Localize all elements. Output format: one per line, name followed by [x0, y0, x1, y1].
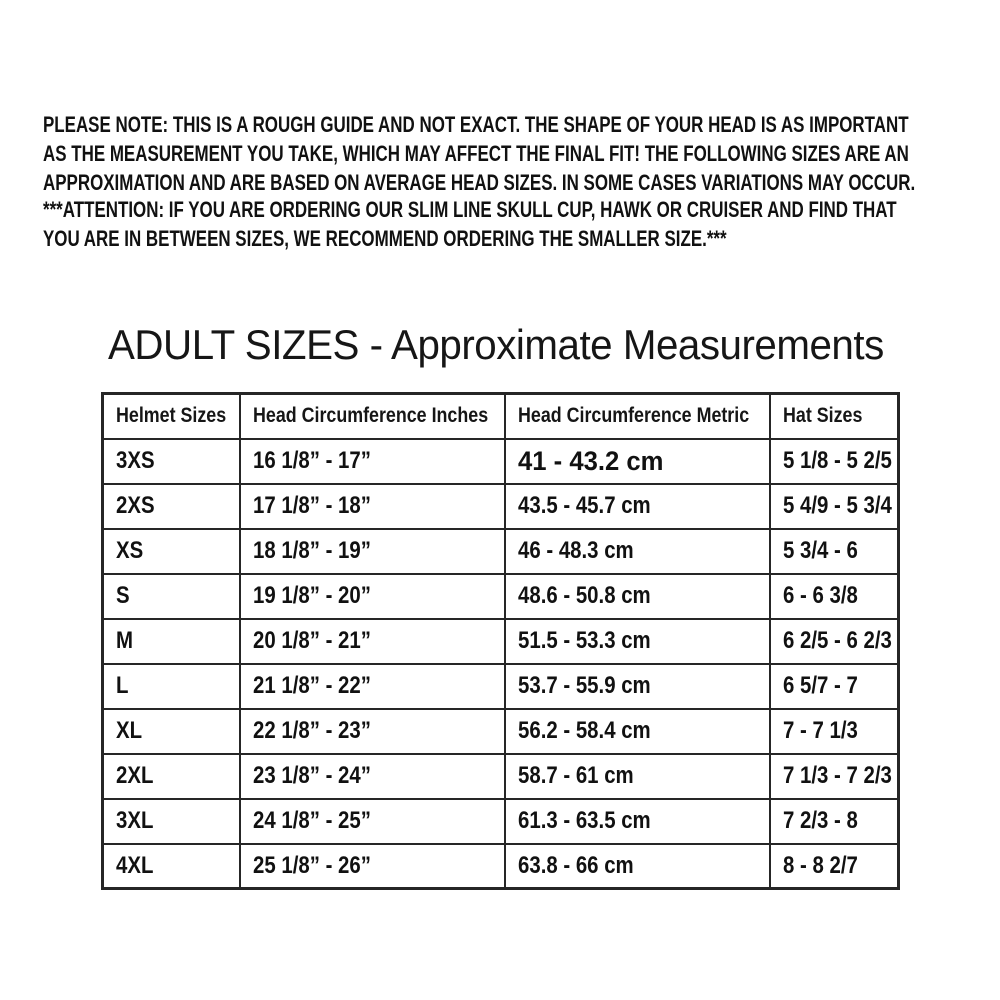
please-note-paragraph [43, 110, 1000, 197]
cell-hat-size [770, 439, 899, 484]
cell-helmet-size [103, 664, 240, 709]
header-text: Hat Sizes [782, 404, 862, 428]
cell-metric [505, 754, 770, 799]
attention-paragraph [43, 195, 1000, 253]
cell-helmet-size [103, 529, 240, 574]
cell-metric [505, 709, 770, 754]
cell-metric [505, 529, 770, 574]
table-header-row [103, 394, 899, 439]
cell-text: 7 - 7 1/3 [782, 717, 858, 744]
cell-hat-size [770, 574, 899, 619]
cell-text: 63.8 - 66 cm [517, 851, 634, 879]
table-row [103, 799, 899, 844]
attention-line: ***ATTENTION: IF YOU ARE ORDERING OUR SLIM LINE SKULL CUP, HAWK OR CRUISER AND FIND THAT [43, 197, 897, 222]
cell-hat-size [770, 799, 899, 844]
cell-text: 5 4/9 - 5 3/4 [782, 492, 892, 519]
cell-text: 20 1/8” - 21” [252, 627, 371, 654]
cell-helmet-size [103, 844, 240, 889]
cell-metric [505, 484, 770, 529]
cell-text: XL [116, 717, 143, 744]
cell-helmet-size [103, 799, 240, 844]
cell-metric [505, 799, 770, 844]
table-row [103, 844, 899, 889]
note-line: PLEASE NOTE: THIS IS A ROUGH GUIDE AND NOT EXACT. THE SHAPE OF YOUR HEAD IS AS IMPORTANT [43, 112, 909, 137]
cell-metric [505, 664, 770, 709]
attention-line: YOU ARE IN BETWEEN SIZES, WE RECOMMEND ORDERING THE SMALLER SIZE.*** [43, 226, 727, 251]
cell-text: 58.7 - 61 cm [517, 762, 634, 789]
cell-metric [505, 574, 770, 619]
cell-text: M [116, 627, 133, 654]
cell-text: 43.5 - 45.7 cm [517, 492, 651, 519]
cell-metric [505, 619, 770, 664]
cell-text: 53.7 - 55.9 cm [517, 672, 651, 699]
cell-helmet-size [103, 484, 240, 529]
cell-text: 56.2 - 58.4 cm [517, 717, 651, 744]
header-hat-sizes [770, 394, 899, 439]
table-row [103, 664, 899, 709]
note-line: APPROXIMATION AND ARE BASED ON AVERAGE HEAD SIZES. IN SOME CASES VARIATIONS MAY OCCUR. [43, 170, 916, 195]
header-circumference-metric [505, 394, 770, 439]
cell-helmet-size [103, 619, 240, 664]
cell-text: 5 1/8 - 5 2/5 [782, 447, 892, 474]
cell-text: 2XS [116, 492, 155, 519]
cell-text: 18 1/8” - 19” [252, 537, 371, 564]
cell-hat-size [770, 664, 899, 709]
cell-inches [240, 439, 505, 484]
header-circumference-inches [240, 394, 505, 439]
cell-text: 7 2/3 - 8 [782, 807, 858, 834]
note-line: AS THE MEASUREMENT YOU TAKE, WHICH MAY AFFECT THE FINAL FIT! THE FOLLOWING SIZES ARE AN [43, 141, 909, 166]
table-row [103, 439, 899, 484]
adult-sizes-table [101, 392, 900, 890]
cell-inches [240, 754, 505, 799]
cell-text: 25 1/8” - 26” [252, 851, 371, 879]
cell-text: 61.3 - 63.5 cm [517, 807, 651, 834]
cell-inches [240, 529, 505, 574]
header-helmet-sizes [103, 394, 240, 439]
table-row [103, 754, 899, 799]
cell-text: 4XL [116, 851, 154, 879]
cell-text: 46 - 48.3 cm [517, 537, 634, 564]
cell-text: 48.6 - 50.8 cm [517, 582, 651, 609]
cell-metric [505, 844, 770, 889]
header-text: Helmet Sizes [116, 404, 227, 428]
cell-helmet-size [103, 709, 240, 754]
cell-inches [240, 844, 505, 889]
cell-text: 8 - 8 2/7 [782, 851, 858, 879]
cell-text: 23 1/8” - 24” [252, 762, 371, 789]
cell-hat-size [770, 844, 899, 889]
cell-text: 24 1/8” - 25” [252, 807, 371, 834]
cell-text: L [116, 672, 129, 699]
cell-helmet-size [103, 754, 240, 799]
cell-inches [240, 574, 505, 619]
cell-text: 51.5 - 53.3 cm [517, 627, 651, 654]
cell-text: 22 1/8” - 23” [252, 717, 371, 744]
table-row [103, 619, 899, 664]
header-text: Head Circumference Metric [517, 404, 749, 428]
cell-text: 6 2/5 - 6 2/3 [782, 627, 892, 654]
cell-text: 17 1/8” - 18” [252, 492, 371, 519]
cell-hat-size [770, 709, 899, 754]
page-title: ADULT SIZES - Approximate Measurements [108, 321, 884, 368]
cell-inches [240, 709, 505, 754]
cell-text: 2XL [116, 762, 154, 789]
cell-text: 41 - 43.2 cm [517, 445, 663, 476]
table-row [103, 709, 899, 754]
cell-text: 7 1/3 - 7 2/3 [782, 762, 892, 789]
cell-helmet-size [103, 574, 240, 619]
cell-text: 5 3/4 - 6 [782, 537, 858, 564]
cell-text: 6 5/7 - 7 [782, 672, 858, 699]
cell-text: 21 1/8” - 22” [252, 672, 371, 699]
cell-inches [240, 664, 505, 709]
cell-text: 6 - 6 3/8 [782, 582, 858, 609]
cell-helmet-size [103, 439, 240, 484]
header-text: Head Circumference Inches [252, 404, 488, 428]
cell-inches [240, 619, 505, 664]
table-row [103, 484, 899, 529]
cell-text: XS [116, 537, 144, 564]
cell-inches [240, 484, 505, 529]
cell-text: 3XL [116, 807, 154, 834]
cell-hat-size [770, 529, 899, 574]
cell-hat-size [770, 619, 899, 664]
cell-inches [240, 799, 505, 844]
cell-hat-size [770, 484, 899, 529]
cell-text: 3XS [116, 447, 155, 474]
table-row [103, 574, 899, 619]
cell-hat-size [770, 754, 899, 799]
cell-text: 16 1/8” - 17” [252, 447, 371, 474]
cell-text: 19 1/8” - 20” [252, 582, 371, 609]
table-row [103, 529, 899, 574]
cell-metric [505, 439, 770, 484]
cell-text: S [116, 582, 130, 609]
